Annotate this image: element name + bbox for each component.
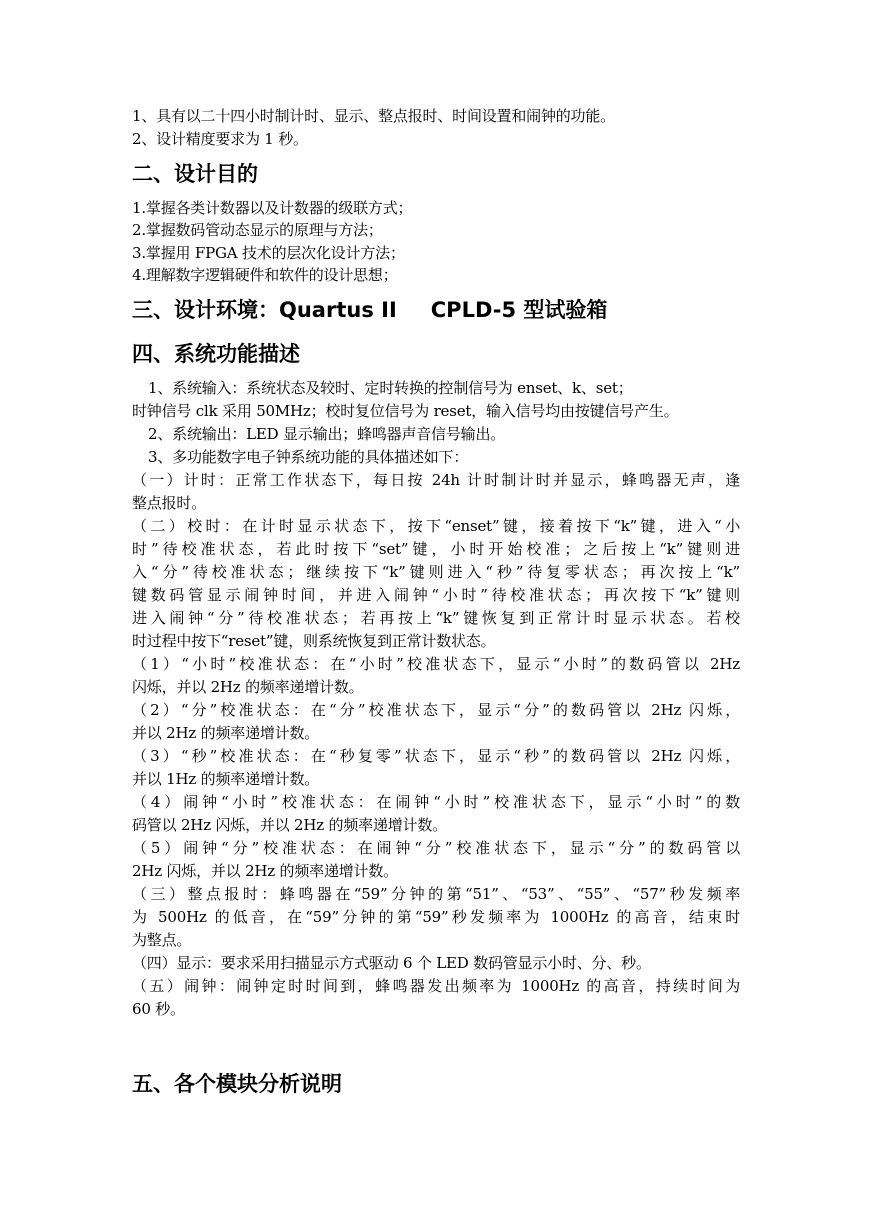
body-line: （5）闹钟“分”校准状态：在闹钟“分”校准状态下，显示“分”的数码管以 [132, 839, 740, 857]
section-5-heading: 五、各个模块分析说明 [132, 1072, 342, 1096]
body-line: （五）闹钟：闹钟定时时间到，蜂鸣器发出频率为 1000Hz 的高音，持续时间为 [132, 977, 740, 995]
requirement-line-1: 1、具有以二十四小时制计时、显示、整点报时、时间设置和闹钟的功能。 [132, 107, 615, 125]
body-line: （2）“分”校准状态：在“分”校准状态下，显示“分”的数码管以 2Hz 闪烁， [132, 701, 740, 719]
body-line: 1、系统输入：系统状态及较时、定时转换的控制信号为 enset、k、set； [148, 379, 633, 397]
section-4-heading: 四、系统功能描述 [132, 342, 300, 366]
requirement-line-2: 2、设计精度要求为 1 秒。 [132, 130, 308, 148]
body-line: 为整点。 [132, 931, 192, 949]
objective-item: 2.掌握数码管动态显示的原理与方法； [132, 221, 383, 239]
body-line: 2、系统输出：LED 显示输出；蜂鸣器声音信号输出。 [148, 425, 506, 443]
body-line: 3、多功能数字电子钟系统功能的具体描述如下： [148, 448, 469, 466]
body-line: 进入闹钟“分”待校准状态；若再按上“k”键恢复到正常计时显示状态。若校 [132, 609, 740, 627]
body-line: 入“分”待校准状态；继续按下“k”键则进入“秒”待复零状态；再次按上“k” [132, 563, 740, 581]
objective-item: 3.掌握用 FPGA 技术的层次化设计方法； [132, 244, 405, 262]
body-line: 码管以 2Hz 闪烁，并以 2Hz 的频率递增计数。 [132, 816, 447, 834]
body-line: 并以 2Hz 的频率递增计数。 [132, 724, 320, 742]
body-line: （3）“秒”校准状态：在“秒复零”状态下，显示“秒”的数码管以 2Hz 闪烁， [132, 747, 740, 765]
section-3-heading-env: 三、设计环境：Quartus II [132, 298, 397, 322]
body-line: 键数码管显示闹钟时间，并进入闹钟“小时”待校准状态；再次按下“k”键则 [132, 586, 740, 604]
section-3-heading-box: CPLD-5 型试验箱 [430, 298, 608, 322]
section-3-heading [132, 296, 772, 324]
body-line: 2Hz 闪烁，并以 2Hz 的频率递增计数。 [132, 862, 398, 880]
body-line: 并以 1Hz 的频率递增计数。 [132, 770, 320, 788]
body-line: 时钟信号 clk 采用 50MHz；校时复位信号为 reset，输入信号均由按键信号产生。 [132, 402, 679, 420]
body-line: （4）闹钟“小时”校准状态：在闹钟“小时”校准状态下，显示“小时”的数 [132, 793, 740, 811]
body-line: （二）校时：在计时显示状态下，按下“enset”键，接着按下“k”键，进入“小 [132, 517, 740, 535]
body-line: 闪烁，并以 2Hz 的频率递增计数。 [132, 678, 364, 696]
section-2-heading: 二、设计目的 [132, 162, 258, 186]
body-line: 时”待校准状态，若此时按下“set”键，小时开始校准；之后按上“k”键则进 [132, 540, 740, 558]
body-line: （四）显示：要求采用扫描显示方式驱动 6 个 LED 数码管显示小时、分、秒。 [132, 954, 651, 972]
objective-item: 1.掌握各类计数器以及计数器的级联方式； [132, 199, 413, 217]
body-line: 时过程中按下“reset”键，则系统恢复到正常计数状态。 [132, 632, 496, 650]
body-line: （一）计时：正常工作状态下，每日按 24h 计时制计时并显示，蜂鸣器无声，逢 [132, 471, 740, 489]
body-line: （1）“小时”校准状态：在“小时”校准状态下，显示“小时”的数码管以 2Hz [132, 655, 740, 673]
body-line: （三）整点报时：蜂鸣器在“59”分钟的第“51”、“53”、“55”、“57”秒发频率 [132, 885, 740, 903]
body-line: 整点报时。 [132, 494, 207, 512]
body-line: 为 500Hz 的低音，在“59”分钟的第“59”秒发频率为 1000Hz 的高音，结束时 [132, 908, 740, 926]
objective-item: 4.理解数字逻辑硬件和软件的设计思想； [132, 266, 398, 284]
body-line: 60 秒。 [132, 1000, 185, 1018]
